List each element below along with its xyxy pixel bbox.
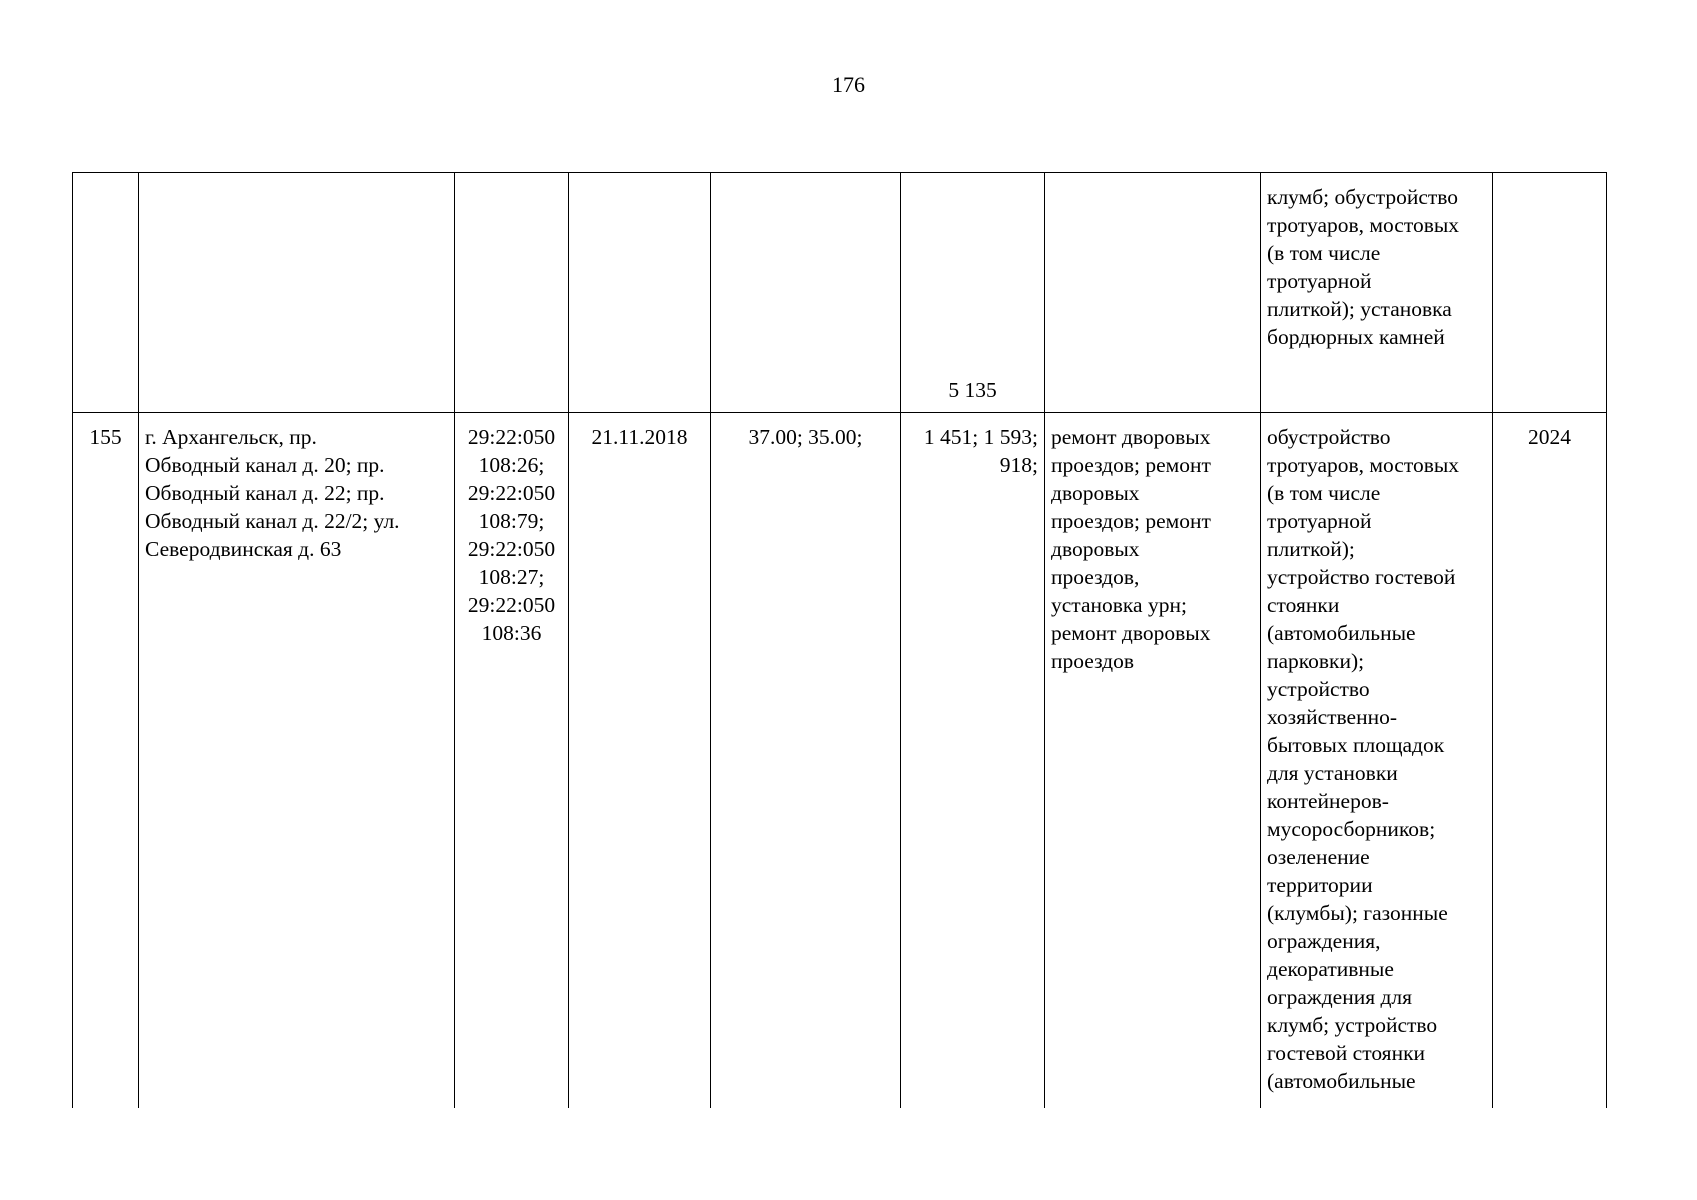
cell-date-cont xyxy=(569,173,711,413)
cell-works-min-cont xyxy=(1045,173,1261,413)
cell-num: 155 xyxy=(73,413,139,1108)
cell-works-extra: обустройство тротуаров, мостовых (в том числе тротуарной плиткой); устройство гостевой стоянки (автомобильные парковки); устройство хозяйственно- бытовых площадок для установки контейнеров- мусоросборников; озеленение территории (клумбы); газонные ограждения, декоративные ограждения для клумб; устройство гостевой стоянки (автомобильные xyxy=(1261,413,1493,1108)
table-row-155 xyxy=(73,413,1607,1108)
cell-values-b-cont xyxy=(901,173,1045,413)
cell-values-a-cont xyxy=(711,173,901,413)
cell-address-cont xyxy=(139,173,455,413)
table-row-continuation xyxy=(73,173,1607,413)
works-table xyxy=(72,172,1607,1108)
cont-value: 5 135 xyxy=(948,378,997,402)
cell-cadastral-cont xyxy=(455,173,569,413)
cell-address: г. Архангельск, пр. Обводный канал д. 20; пр. Обводный канал д. 22; пр. Обводный канал д. 22/2; ул. Северодвинская д. 63 xyxy=(139,413,455,1108)
cell-year-cont xyxy=(1493,173,1607,413)
cell-year: 2024 xyxy=(1493,413,1607,1108)
cell-works-extra-cont: клумб; обустройство тротуаров, мостовых (в том числе тротуарной плиткой); установка бордюрных камней xyxy=(1261,173,1493,413)
cell-num-cont xyxy=(73,173,139,413)
cell-date: 21.11.2018 xyxy=(569,413,711,1108)
cell-values-b: 1 451; 1 593; 918; xyxy=(901,413,1045,1108)
page-number: 176 xyxy=(832,72,865,97)
cell-cadastral: 29:22:050 108:26; 29:22:050 108:79; 29:22:050 108:27; 29:22:050 108:36 xyxy=(455,413,569,1108)
cell-values-a: 37.00; 35.00; xyxy=(711,413,901,1108)
cell-works-min: ремонт дворовых проездов; ремонт дворовых проездов; ремонт дворовых проездов, установка урн; ремонт дворовых проездов xyxy=(1045,413,1261,1108)
